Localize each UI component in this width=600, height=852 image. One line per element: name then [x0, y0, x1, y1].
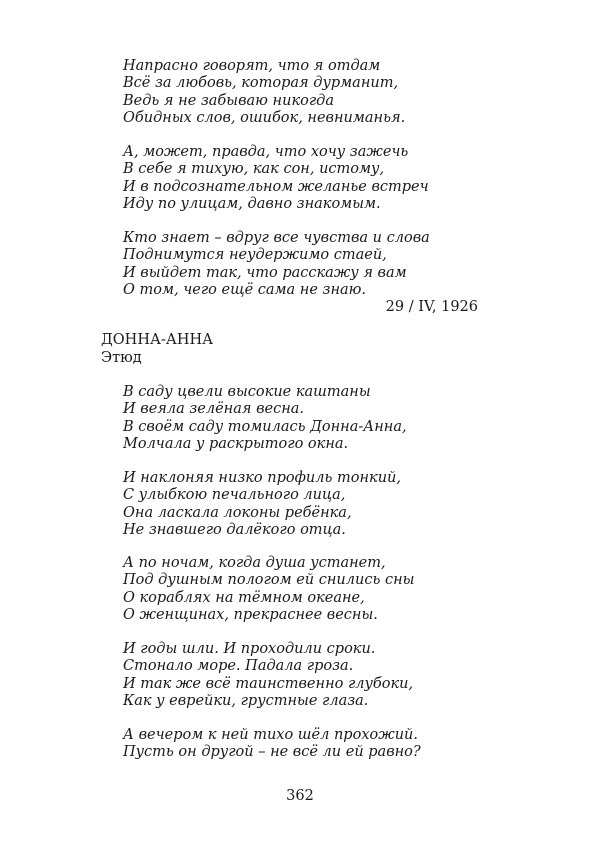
poem-line: В своём саду томилась Донна-Анна, — [123, 418, 407, 435]
poem-line: И веяла зелёная весна. — [123, 401, 305, 418]
poem-line: И наклоняя низко профиль тонкий, — [123, 470, 401, 486]
poem-line: Не знавшего далёкого отца. — [123, 522, 346, 539]
poem2-stanza-1 — [123, 384, 407, 454]
poem2-stanza-5 — [123, 727, 421, 762]
poem-line: И выйдет так, что расскажу я вам — [123, 264, 407, 281]
poem-line: Всё за любовь, которая дурманит, — [123, 75, 399, 92]
poem-line: О том, чего ещё сама не знаю. — [123, 282, 367, 299]
poem-line: И так же всё таинственно глубоки, — [123, 675, 414, 692]
poem-date: 29 / IV, 1926 — [385, 299, 478, 315]
poem1-stanza-1 — [123, 58, 405, 128]
poem-line: А, может, правда, что хочу зажечь — [123, 144, 409, 160]
poem1-stanza-2 — [123, 144, 429, 214]
poem-line: Иду по улицам, давно знакомым. — [123, 196, 381, 213]
poem-line: Стонало море. Падала гроза. — [123, 658, 354, 675]
poem-line: С улыбкою печального лица, — [123, 487, 346, 504]
poem-line: Как у еврейки, грустные глаза. — [123, 693, 369, 710]
poem-line: В себе я тихую, как сон, истому, — [123, 161, 385, 178]
poem-line: А вечером к ней тихо шёл прохожий. — [123, 727, 418, 743]
poem-title: ДОННА-АННА — [101, 332, 214, 348]
poem-line: Поднимутся неудержимо стаей, — [123, 247, 387, 264]
poem2-stanza-4 — [123, 641, 413, 711]
poem-line: В саду цвели высокие каштаны — [123, 384, 371, 400]
poem-line: Пусть он другой – не всё ли ей равно? — [123, 744, 421, 761]
poem-line: Она ласкала локоны ребёнка, — [123, 504, 352, 521]
poem-line: О женщинах, прекраснее весны. — [123, 607, 378, 624]
poem-line: И в подсознательном желанье встреч — [123, 178, 429, 195]
poem-line: Напрасно говорят, что я отдам — [123, 58, 381, 74]
poem-line: Ведь я не забываю никогда — [123, 92, 334, 109]
poem-line: О кораблях на тёмном океане, — [123, 589, 365, 606]
poem1-stanza-3 — [123, 230, 430, 300]
poem-line: Молчала у раскрытого окна. — [123, 436, 349, 453]
page-number: 362 — [286, 788, 314, 804]
poem-line: И годы шли. И проходили сроки. — [123, 641, 376, 657]
poem-line: Обидных слов, ошибок, невниманья. — [123, 110, 406, 127]
poem-subtitle: Этюд — [101, 350, 142, 366]
poem2-stanza-3 — [123, 555, 414, 625]
poem2-stanza-2 — [123, 470, 401, 540]
poem-line: А по ночам, когда душа устанет, — [123, 555, 386, 571]
poem-line: Кто знает – вдруг все чувства и слова — [123, 230, 430, 246]
poem-line: Под душным пологом ей снились сны — [123, 572, 415, 589]
